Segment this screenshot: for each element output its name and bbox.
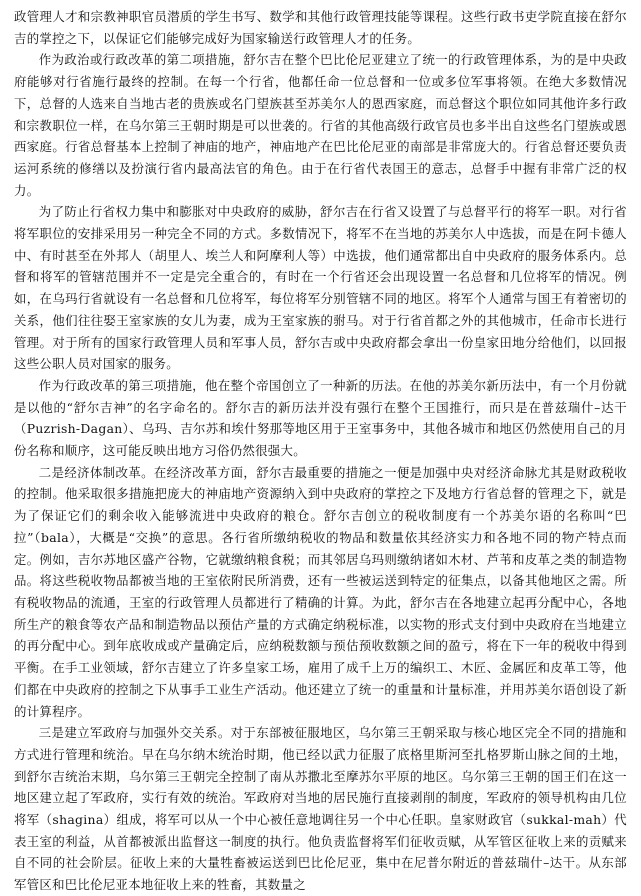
paragraph-economic-reform: 二是经济体制改革。在经济改革方面，舒尔吉最重要的措施之一便是加强中央对经济命脉尤其是财政税收的控制。他采取很多措施把庞大的神庙地产资源纳入到中央政府的掌控之下及地方行省总督的管理之下，就是为了保证它们的剩余收入能够流进中央政府的粮仓。舒尔吉创立的税收制度有一个苏美尔语的名称叫“巴拉”（bala），大概是“交换”的意思。各行省所缴纳税收的物品和数量依其经济实力和各地不同的物产特点而定。例如，吉尔苏地区盛产谷物，它就缴纳粮食税；而其邻居乌玛则缴纳诸如木材、芦苇和皮革之类的制造物品。将这些税收物品都被当地的王室依附民所消费，还有一些被运送到特定的征集点，以备其他地区之需。所有税收物品的流通，王室的行政管理人员都进行了精确的计算。为此，舒尔吉在各地建立起再分配中心，各地所生产的粮食等农产品和制造物品以预估产量的方式确定纳税标准，以实物的形式支付到中央政府在当地建立的再分配中心。到年底收成或产量确定后，应纳税数额与预估预收数额之间的盈亏，将在下一年的税收中得到平衡。在手工业领域，舒尔吉建立了许多皇家工场，雇用了成千上万的编织工、木匠、金属匠和皮革工等，他们都在中央政府的控制之下从事手工业生产活动。他还建立了统一的重量和计量标准，并用苏美尔语创设了新的计算程序。 [14,464,627,719]
paragraph-administrative-system: 作为政治或行政改革的第二项措施，舒尔吉在整个巴比伦尼亚建立了统一的行政管理体系，为的是中央政府能够对行省施行最终的控制。在每一个行省，他都任命一位总督和一位或多位军事将领。在绝大多数情况下，总督的人选来自当地古老的贵族或名门望族甚至苏美尔人的恩西家庭，而总督这个职位如同其他许多行政和宗教职位一样，在乌尔第三王朝时期是可以世袭的。行省的其他高级行政官员也多半出自这些名门望族或恩西家庭。行省总督基本上控制了神庙的地产，神庙地产在巴比伦尼亚的南部是非常庞大的。行省总督还要负责运河系统的修缮以及扮演行省内最高法官的角色。由于在行省代表国王的意志，总督手中握有非常广泛的权力。 [14,52,627,198]
paragraph-military-government: 三是建立军政府与加强外交关系。对于东部被征服地区，乌尔第三王朝采取与核心地区完全不同的措施和方式进行管理和统治。早在乌尔纳木统治时期，他已经以武力征服了底格里斯河至扎格罗斯山脉之间的土地，到舒尔吉统治末期，乌尔第三王朝完全控制了南从苏撒北至摩苏尔平原的地区。乌尔第三王朝的国王们在这一地区建立起了军政府，实行有效的统治。军政府对当地的居民施行直接剥削的制度，军政府的领导机构由几位将军（shagina）组成，将军可以从一个中心被任意地调往另一个中心任职。皇家财政官（sukkal-mah）代表王室的利益，从首都被派出监督这一制度的执行。他负责监督将军们征收贡赋，从军管区征收上来的贡赋来自不同的社会阶层。征收上来的大量牲畜被运送到巴比伦尼亚，集中在尼普尔附近的普兹瑞什–达干。从东部军管区和巴比伦尼亚本地征收上来的牲畜，其数量之 [14,725,627,893]
paragraph-provincial-generals: 为了防止行省权力集中和膨胀对中央政府的威胁，舒尔吉在行省又设置了与总督平行的将军一职。对行省将军职位的安排采用另一种完全不同的方式。多数情况下，将军不在当地的苏美尔人中选拔，而是在阿卡德人中、有时甚至在外邦人（胡里人、埃兰人和阿摩利人等）中选拔，他们通常都出自中央政府的服务体系内。总督和将军的管辖范围并不一定是完全重合的，有时在一个行省还会出现设置一名总督和几位将军的情况。例如，在乌玛行省就设有一名总督和几位将军，每位将军分别管辖不同的地区。将军个人通常与国王有着密切的关系，他们往往娶王室家族的女儿为妻，成为王室家族的驸马。对于行省首都之外的其他城市，任命市长进行管理。对于所有的国家行政管理人员和军事人员，舒尔吉或中央政府都会拿出一份皇家田地分给他们，以回报这些公职人员对国家的服务。 [14,204,627,372]
paragraph-new-calendar: 作为行政改革的第三项措施，他在整个帝国创立了一种新的历法。在他的苏美尔新历法中，有一个月份就是以他的“舒尔吉神”的名字命名的。舒尔吉的新历法并没有强行在整个王国推行，而只是在普兹瑞什–达干（Puzrish-Dagan）、乌玛、吉尔苏和埃什努那等地区用于王室事务中，其他各城市和地区仍然使用自己的月份名称和顺序，这可能反映出地方习俗仍然很强大。 [14,377,627,459]
paragraph-continuation: 政管理人才和宗教神职官员潜质的学生书写、数学和其他行政管理技能等课程。这些行政书吏学院直接在舒尔吉的掌控之下，以保证它们能够完成好为国家输送行政管理人才的任务。 [14,9,627,46]
